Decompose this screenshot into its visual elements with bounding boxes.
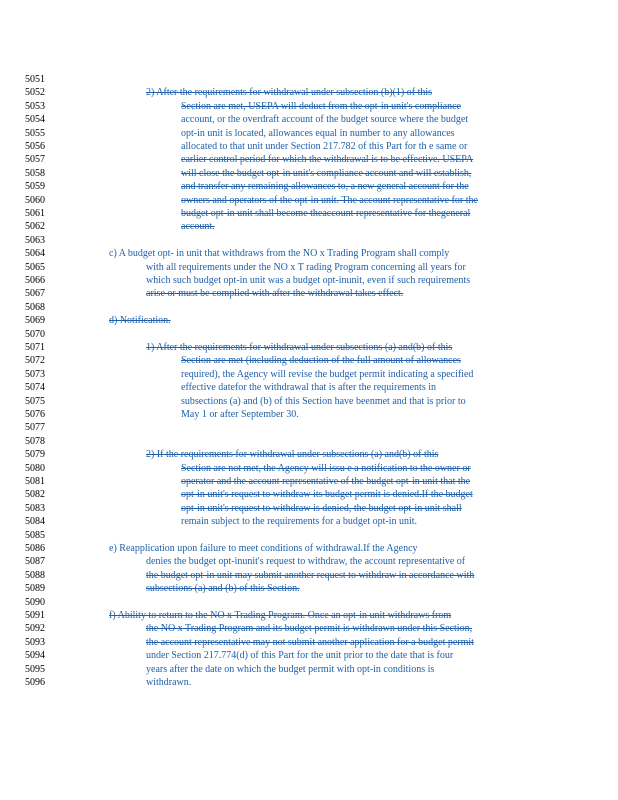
text-line: will close the budget opt-in unit's compliance account and will establish, <box>181 167 472 179</box>
line-number: 5061 <box>25 208 45 219</box>
line-number: 5086 <box>25 543 45 554</box>
line-number: 5063 <box>25 234 45 246</box>
line-number: 5057 <box>25 154 45 166</box>
line-number: 5073 <box>25 368 45 380</box>
line-number: 5068 <box>25 301 45 313</box>
line-number: 5067 <box>25 288 45 300</box>
text-line: Section are not met, the Agency will issu e a notification to the owner or <box>181 462 471 474</box>
text-line: f) Ability to return to the NO x Trading Program. Once an opt-in unit withdraws from <box>109 610 452 621</box>
line-number: 5053 <box>25 100 45 112</box>
line-number: 5077 <box>25 422 45 434</box>
line-number: 5079 <box>25 449 45 461</box>
text-line: under Section 217.774(d) of this Part for the unit prior to the date that is four <box>146 650 454 662</box>
line-number: 5069 <box>25 315 45 327</box>
line-number: 5085 <box>25 529 45 541</box>
line-number: 5089 <box>25 583 45 595</box>
line-number: 5059 <box>25 181 45 193</box>
text-line: subsections (a) and (b) of this Section have beenmet and that is prior to <box>181 395 466 407</box>
text-line: Section are met (including deduction of the full amount of allowances <box>181 355 461 367</box>
line-number: 5078 <box>25 435 45 447</box>
line-number: 5088 <box>25 569 45 581</box>
text-line: denies the budget opt-inunit's request to withdraw, the account representative of <box>146 556 466 568</box>
text-line: remain subject to the requirements for a budget opt-in unit. <box>181 516 418 528</box>
text-line: the budget opt-in unit may submit another request to withdraw in accordance with <box>146 569 475 581</box>
line-number: 5062 <box>25 221 45 233</box>
text-line: Section are met, USEPA will deduct from the opt-in unit's compliance <box>181 100 461 112</box>
text-line: owners and operators of the opt-in unit. The account representative for the <box>181 194 478 206</box>
text-line: opt-in unit is located, allowances equal in number to any allowances <box>181 127 455 139</box>
text-line: May 1 or after September 30. <box>181 409 299 420</box>
text-line: budget opt-in unit shall become theaccount representative for thegeneral <box>181 208 471 219</box>
line-number: 5070 <box>25 328 45 340</box>
line-number: 5091 <box>25 610 45 621</box>
line-number: 5076 <box>25 409 45 420</box>
line-number: 5058 <box>25 167 45 179</box>
line-number: 5081 <box>25 476 45 487</box>
text-line: the NO x Trading Program and its budget permit is withdrawn under this Section, <box>146 623 473 635</box>
text-line: opt-in unit's request to withdraw is denied, the budget opt-in unit shall <box>181 502 462 514</box>
text-line: allocated to that unit under Section 217.782 of this Part for th e same or <box>181 141 468 152</box>
line-number: 5066 <box>25 275 45 286</box>
text-line: withdrawn. <box>146 677 192 688</box>
text-line: operator and the account representative of the budget opt-in unit that the <box>181 476 471 487</box>
line-number: 5084 <box>25 516 45 528</box>
text-line: c) A budget opt- in unit that withdraws from the NO x Trading Program shall comply <box>109 248 450 260</box>
line-number: 5056 <box>25 141 45 152</box>
line-number: 5054 <box>25 114 45 126</box>
text-line: 1) After the requirements for withdrawal under subsections (a) and(b) of this <box>146 342 453 353</box>
text-line: account, or the overdraft account of the budget source where the budget <box>181 114 469 126</box>
text-line: earlier control period for which the withdrawal is to be effective. USEPA <box>181 154 474 166</box>
text-line: e) Reapplication upon failure to meet conditions of withdrawal.If the Agency <box>109 543 418 554</box>
text-line: d) Notification. <box>109 315 171 327</box>
line-number: 5080 <box>25 462 45 474</box>
line-number: 5087 <box>25 556 45 568</box>
text-line: arise or must be complied with after the withdrawal takes effect. <box>146 288 404 300</box>
line-number: 5083 <box>25 502 45 514</box>
line-number: 5095 <box>25 663 45 675</box>
text-line: effective datefor the withdrawal that is after the requirements in <box>181 382 436 394</box>
line-number: 5093 <box>25 636 45 648</box>
line-number: 5052 <box>25 87 45 99</box>
line-number: 5096 <box>25 677 45 688</box>
text-line: account. <box>181 221 215 233</box>
line-number: 5074 <box>25 382 45 394</box>
text-line: 2) After the requirements for withdrawal under subsection (b)(1) of this <box>146 87 433 99</box>
line-number: 5071 <box>25 342 45 353</box>
text-line: and transfer any remaining allowances to, a new general account for the <box>181 181 469 193</box>
line-number: 5055 <box>25 127 45 139</box>
text-line: required), the Agency will revise the budget permit indicating a specified <box>181 368 474 380</box>
text-line: subsections (a) and (b) of this Section. <box>146 583 300 595</box>
text-line: the account representative may not submit another application for a budget permit <box>146 636 474 648</box>
line-number: 5072 <box>25 355 45 367</box>
text-line: years after the date on which the budget permit with opt-in conditions is <box>146 663 435 675</box>
line-number: 5065 <box>25 261 45 273</box>
text-line: opt-in unit's request to withdraw its budget permit is denied.If the budget <box>181 489 473 501</box>
line-number: 5075 <box>25 395 45 407</box>
line-number: 5082 <box>25 489 45 501</box>
line-number: 5090 <box>25 596 45 608</box>
line-number: 5064 <box>25 248 45 260</box>
line-number: 5092 <box>25 623 45 635</box>
line-number: 5051 <box>25 74 45 85</box>
text-line: 2) If the requirements for withdrawal under subsections (a) and(b) of this <box>146 449 439 461</box>
text-line: with all requirements under the NO x T rading Program concerning all years for <box>146 261 466 273</box>
line-number: 5094 <box>25 650 45 662</box>
line-number: 5060 <box>25 194 45 206</box>
text-line: which such budget opt-in unit was a budget opt-inunit, even if such requirements <box>146 275 471 286</box>
